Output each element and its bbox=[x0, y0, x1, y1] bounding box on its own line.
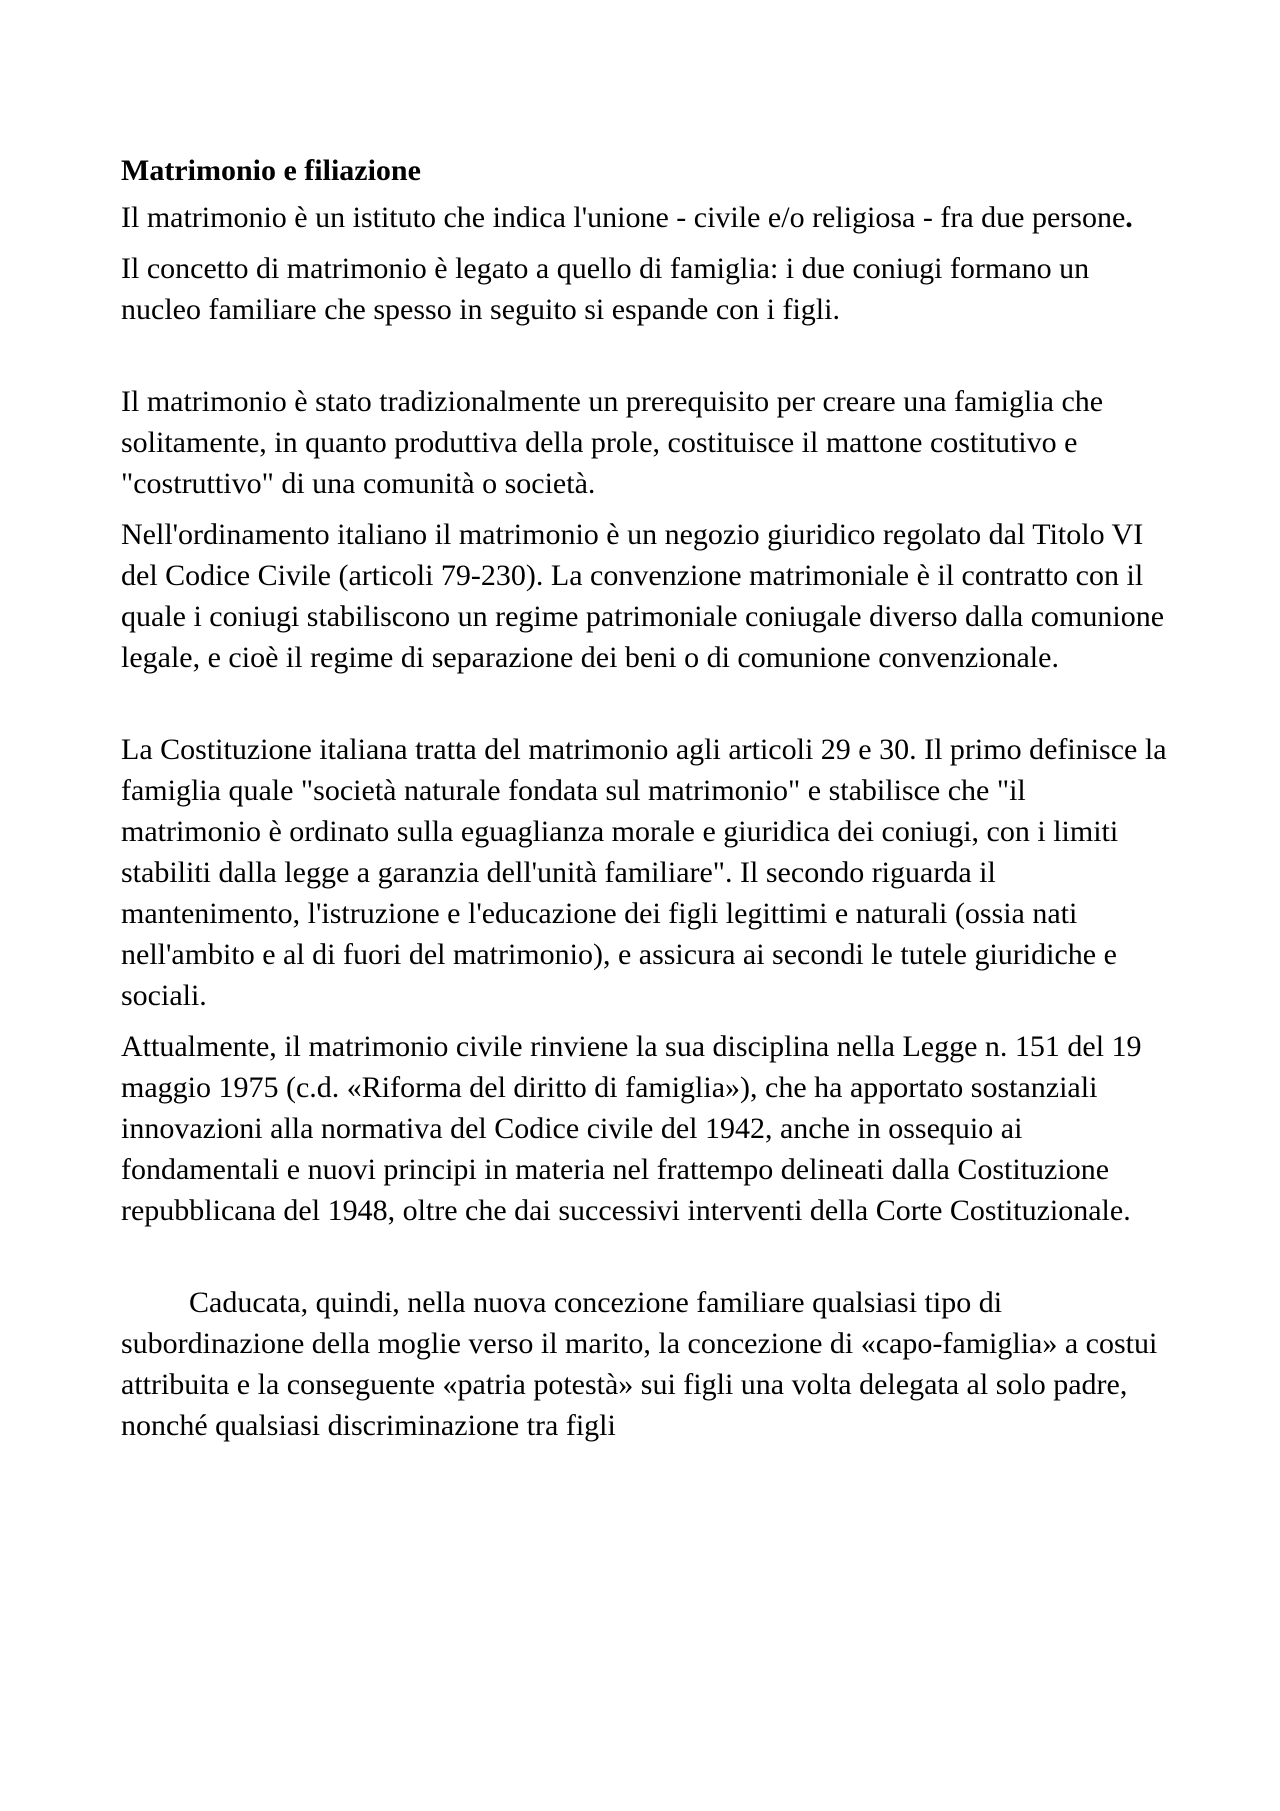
paragraph-3: Il matrimonio è stato tradizionalmente un prerequisito per creare una famiglia che solitamente, in quanto produttiva della prole, costituisce il mattone costitutivo e "costruttivo" di una comunità o società. bbox=[121, 385, 1104, 500]
paragraph-2: Il concetto di matrimonio è legato a quello di famiglia: i due coniugi formano un nucleo familiare che spesso in seguito si espande con i figli. bbox=[121, 252, 1090, 326]
document-body bbox=[121, 150, 1171, 1456]
paragraph-1-bold-period: . bbox=[1125, 201, 1133, 234]
paragraph-5: La Costituzione italiana tratta del matrimonio agli articoli 29 e 30. Il primo definisce la famiglia quale "società naturale fondata sul matrimonio" e stabilisce che "il matrimonio è ordinato sulla eguaglianza morale e giuridica dei coniugi, con i limiti stabiliti dalla legge a garanzia dell'unità familiare". Il secondo riguarda il mantenimento, l'istruzione e l'educazione dei figli legittimi e naturali (ossia nati nell'ambito e al di fuori del matrimonio), e assicura ai secondi le tutele giuridiche e sociali. bbox=[121, 733, 1167, 1012]
paragraph-7: Caducata, quindi, nella nuova concezione familiare qualsiasi tipo di subordinazione della moglie verso il marito, la concezione di «capo-famiglia» a costui attribuita e la conseguente «patria potestà» sui figli una volta delegata al solo padre, nonché qualsiasi discriminazione tra figli bbox=[121, 1286, 1158, 1442]
document-title: Matrimonio e filiazione bbox=[121, 154, 421, 187]
paragraph-6: Attualmente, il matrimonio civile rinviene la sua disciplina nella Legge n. 151 del 19 maggio 1975 (c.d. «Riforma del diritto di famiglia»), che ha apportato sostanziali innovazioni alla normativa del Codice civile del 1942, anche in ossequio ai fondamentali e nuovi principi in materia nel frattempo delineati dalla Costituzione repubblicana del 1948, oltre che dai successivi interventi della Corte Costituzionale. bbox=[121, 1030, 1142, 1227]
paragraph-1-text: Il matrimonio è un istituto che indica l'unione - civile e/o religiosa - fra due persone bbox=[121, 201, 1126, 234]
paragraph-1 bbox=[121, 197, 1171, 238]
paragraph-4: Nell'ordinamento italiano il matrimonio è un negozio giuridico regolato dal Titolo VI del Codice Civile (articoli 79-230). La convenzione matrimoniale è il contratto con il quale i coniugi stabiliscono un regime patrimoniale coniugale diverso dalla comunione legale, e cioè il regime di separazione dei beni o di comunione convenzionale. bbox=[121, 518, 1165, 674]
